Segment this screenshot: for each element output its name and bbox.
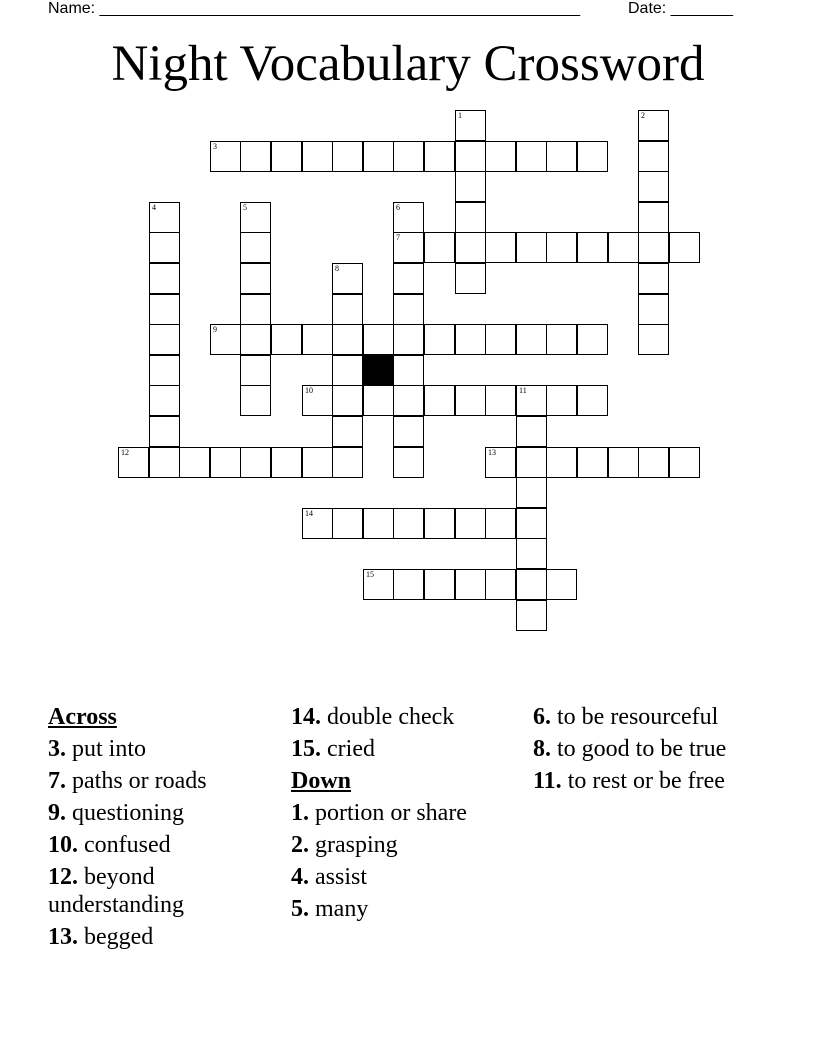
clue-across-9: 9. questioning <box>48 800 184 826</box>
grid-cell[interactable] <box>516 447 547 478</box>
grid-cell[interactable] <box>455 202 486 233</box>
grid-cell[interactable] <box>302 508 333 539</box>
grid-cell[interactable] <box>240 385 271 416</box>
grid-cell[interactable] <box>393 385 424 416</box>
grid-cell[interactable] <box>332 324 363 355</box>
grid-cell[interactable] <box>302 385 333 416</box>
clue-down-6: 6. to be resourceful <box>533 704 719 730</box>
grid-cell[interactable] <box>302 324 333 355</box>
grid-cell[interactable] <box>302 141 333 172</box>
grid-cell[interactable] <box>638 232 669 263</box>
clue-down-2: 2. grasping <box>291 832 398 858</box>
grid-cell[interactable] <box>669 232 700 263</box>
grid-cell[interactable] <box>149 263 180 294</box>
grid-cell[interactable] <box>149 447 180 478</box>
grid-cell[interactable] <box>240 355 271 386</box>
clue-number-label: 1 <box>458 111 462 120</box>
grid-cell[interactable] <box>332 416 363 447</box>
grid-cell[interactable] <box>485 508 516 539</box>
clue-across-12: 12. beyond understanding <box>48 864 184 918</box>
grid-cell[interactable] <box>638 202 669 233</box>
grid-cell[interactable] <box>455 232 486 263</box>
grid-cell[interactable] <box>271 447 302 478</box>
grid-cell[interactable] <box>240 232 271 263</box>
grid-cell[interactable] <box>455 263 486 294</box>
grid-cell[interactable] <box>577 232 608 263</box>
clue-down-5: 5. many <box>291 896 369 922</box>
grid-cell[interactable] <box>393 141 424 172</box>
grid-cell[interactable] <box>516 538 547 569</box>
grid-cell[interactable] <box>393 569 424 600</box>
grid-cell[interactable] <box>546 141 577 172</box>
grid-cell[interactable] <box>240 447 271 478</box>
clue-number-label: 10 <box>305 386 313 395</box>
grid-cell[interactable] <box>332 141 363 172</box>
grid-cell[interactable] <box>608 232 639 263</box>
grid-cell[interactable] <box>393 416 424 447</box>
grid-cell[interactable] <box>516 477 547 508</box>
grid-cell[interactable] <box>149 232 180 263</box>
grid-cell[interactable] <box>302 447 333 478</box>
grid-cell[interactable] <box>424 385 455 416</box>
clues-column-1 <box>48 703 284 951</box>
grid-cell[interactable] <box>516 600 547 631</box>
grid-cell[interactable] <box>577 141 608 172</box>
grid-cell[interactable] <box>638 110 669 141</box>
grid-cell[interactable] <box>424 141 455 172</box>
grid-cell[interactable] <box>485 232 516 263</box>
grid-cell[interactable] <box>577 324 608 355</box>
clue-number-label: 7 <box>396 233 400 242</box>
grid-cell[interactable] <box>546 447 577 478</box>
clue-down-11: 11. to rest or be free <box>533 768 725 794</box>
clues-column-3 <box>533 703 769 795</box>
page-title: Night Vocabulary Crossword <box>111 36 705 92</box>
grid-cell[interactable] <box>149 416 180 447</box>
grid-cell[interactable] <box>393 324 424 355</box>
grid-cell[interactable] <box>332 447 363 478</box>
grid-cell[interactable] <box>332 385 363 416</box>
clue-number-label: 8 <box>335 264 339 273</box>
name-field-label: Name: ______________________________________________________ <box>48 0 581 17</box>
grid-cell[interactable] <box>393 263 424 294</box>
clue-number-label: 2 <box>641 111 645 120</box>
grid-cell[interactable] <box>179 447 210 478</box>
grid-cell[interactable] <box>149 294 180 325</box>
grid-cell[interactable] <box>577 447 608 478</box>
grid-cell[interactable] <box>393 294 424 325</box>
grid-cell[interactable] <box>332 294 363 325</box>
grid-cell[interactable] <box>546 569 577 600</box>
grid-cell[interactable] <box>240 324 271 355</box>
grid-cell[interactable] <box>363 508 394 539</box>
grid-cell[interactable] <box>638 447 669 478</box>
grid-cell[interactable] <box>455 508 486 539</box>
grid-cell[interactable] <box>546 385 577 416</box>
grid-cell[interactable] <box>210 324 241 355</box>
grid-cell[interactable] <box>638 141 669 172</box>
clue-number-label: 6 <box>396 203 400 212</box>
clue-across-7: 7. paths or roads <box>48 768 207 794</box>
clue-across-15: 15. cried <box>291 736 375 762</box>
clue-across-10: 10. confused <box>48 832 171 858</box>
grid-cell[interactable] <box>638 294 669 325</box>
clue-number-label: 13 <box>488 448 496 457</box>
grid-cell[interactable] <box>424 324 455 355</box>
grid-cell[interactable] <box>393 355 424 386</box>
grid-cell[interactable] <box>363 324 394 355</box>
grid-cell[interactable] <box>118 447 149 478</box>
down-heading: Down <box>291 768 352 794</box>
grid-cell[interactable] <box>485 569 516 600</box>
grid-cell[interactable] <box>424 232 455 263</box>
grid-cell[interactable] <box>149 324 180 355</box>
grid-cell[interactable] <box>608 447 639 478</box>
grid-cell[interactable] <box>485 385 516 416</box>
grid-cell[interactable] <box>240 294 271 325</box>
grid-cell[interactable] <box>638 171 669 202</box>
grid-cell[interactable] <box>240 263 271 294</box>
grid-cell[interactable] <box>455 385 486 416</box>
grid-cell[interactable] <box>455 569 486 600</box>
grid-cell[interactable] <box>638 324 669 355</box>
grid-cell[interactable] <box>240 141 271 172</box>
clue-across-14: 14. double check <box>291 704 455 730</box>
across-heading: Across <box>48 704 117 730</box>
grid-cell[interactable] <box>149 355 180 386</box>
grid-cell[interactable] <box>516 232 547 263</box>
grid-cell[interactable] <box>516 385 547 416</box>
date-field-label: Date: _______ <box>628 0 733 17</box>
grid-cell[interactable] <box>638 263 669 294</box>
grid-cell[interactable] <box>516 324 547 355</box>
grid-cell[interactable] <box>393 508 424 539</box>
grid-cell[interactable] <box>455 110 486 141</box>
grid-cell[interactable] <box>669 447 700 478</box>
grid-cell[interactable] <box>485 447 516 478</box>
clue-number-label: 12 <box>121 448 129 457</box>
grid-cell[interactable] <box>271 141 302 172</box>
grid-cell[interactable] <box>485 141 516 172</box>
clue-number-label: 15 <box>366 570 374 579</box>
grid-cell[interactable] <box>577 385 608 416</box>
shaded-cell <box>363 355 394 386</box>
grid-cell[interactable] <box>332 263 363 294</box>
clue-down-1: 1. portion or share <box>291 800 467 826</box>
clue-number-label: 3 <box>213 142 217 151</box>
clue-number-label: 5 <box>243 203 247 212</box>
clue-down-8: 8. to good to be true <box>533 736 727 762</box>
grid-cell[interactable] <box>546 232 577 263</box>
grid-cell[interactable] <box>455 324 486 355</box>
clue-across-13: 13. begged <box>48 924 154 950</box>
grid-cell[interactable] <box>271 324 302 355</box>
grid-cell[interactable] <box>546 324 577 355</box>
grid-cell[interactable] <box>516 508 547 539</box>
grid-cell[interactable] <box>485 324 516 355</box>
clue-number-label: 14 <box>305 509 313 518</box>
grid-cell[interactable] <box>424 569 455 600</box>
grid-cell[interactable] <box>455 141 486 172</box>
grid-cell[interactable] <box>455 171 486 202</box>
grid-cell[interactable] <box>363 141 394 172</box>
grid-cell[interactable] <box>149 202 180 233</box>
grid-cell[interactable] <box>332 508 363 539</box>
grid-cell[interactable] <box>393 447 424 478</box>
grid-cell[interactable] <box>393 232 424 263</box>
clue-across-3: 3. put into <box>48 736 147 762</box>
grid-cell[interactable] <box>516 569 547 600</box>
grid-cell[interactable] <box>393 202 424 233</box>
grid-cell[interactable] <box>424 508 455 539</box>
grid-cell[interactable] <box>516 416 547 447</box>
grid-cell[interactable] <box>240 202 271 233</box>
grid-cell[interactable] <box>210 447 241 478</box>
clue-number-label: 4 <box>152 203 156 212</box>
clue-number-label: 11 <box>519 386 527 395</box>
grid-cell[interactable] <box>149 385 180 416</box>
clues-column-2 <box>291 703 527 923</box>
grid-cell[interactable] <box>332 355 363 386</box>
clue-number-label: 9 <box>213 325 217 334</box>
grid-cell[interactable] <box>516 141 547 172</box>
grid-cell[interactable] <box>363 569 394 600</box>
clue-down-4: 4. assist <box>291 864 368 890</box>
grid-cell[interactable] <box>210 141 241 172</box>
grid-cell[interactable] <box>363 385 394 416</box>
